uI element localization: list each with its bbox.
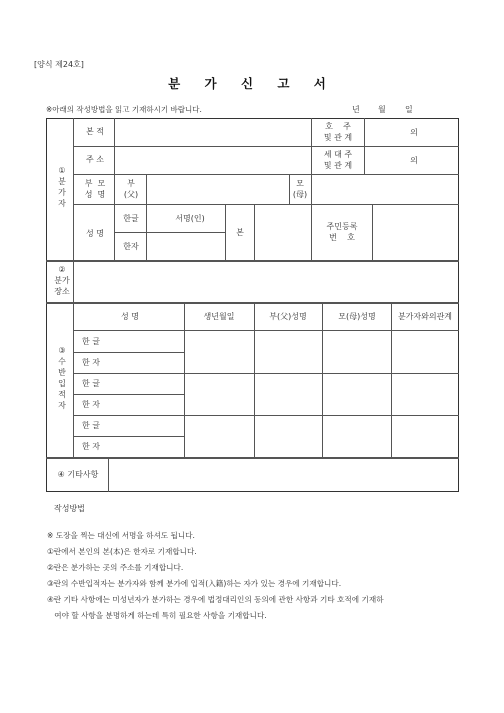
name-label: 성 명 <box>86 229 104 238</box>
mother-label: 모 (母) <box>292 179 308 199</box>
instruction-item: ①란에서 본인의 본(本)은 한자로 기재합니다. <box>47 547 197 556</box>
instructions-heading: 작성방법 <box>54 504 85 513</box>
table-row: 한 글 <box>82 379 100 388</box>
table-row: 한 글 <box>82 421 100 430</box>
sedaeju-relation-label: 세 대 주 및 관 계 <box>323 150 353 170</box>
col-header-birthdate: 생년월일 <box>203 312 235 321</box>
col-header-father: 부(父)성명 <box>269 312 307 321</box>
ui-label-2: 의 <box>410 156 418 165</box>
col-header-name: 성 명 <box>121 312 139 321</box>
date-day-label: 일 <box>405 105 413 114</box>
instruction-item: ※ 도장을 찍는 대신에 서명을 하셔도 됩니다. <box>47 531 195 540</box>
rrn-label: 주민등록 번 호 <box>326 222 358 242</box>
instruction-item: ②란은 분가하는 곳의 주소를 기재합니다. <box>47 563 184 572</box>
col-header-mother: 모(母)성명 <box>338 312 376 321</box>
instruction-note: ※아래의 작성방법을 읽고 기재하시기 바랍니다. <box>46 105 202 114</box>
table-row: 한 자 <box>82 358 100 367</box>
date-month-label: 월 <box>378 105 386 114</box>
signature-label: 서명(인) <box>175 214 205 223</box>
section3-label: ③ 수 반 입 적 자 <box>58 346 66 410</box>
hangul-label: 한글 <box>123 214 139 223</box>
section4-label: ④ 기타사항 <box>57 470 99 479</box>
instruction-item: 여야 할 사항을 분명하게 하는데 특히 필요한 사항을 기재합니다. <box>47 611 267 620</box>
bongjeok-label: 본 적 <box>86 127 104 136</box>
bon-label: 본 <box>236 228 244 237</box>
juso-label: 주 소 <box>86 155 104 164</box>
parents-name-label: 부 모 성 명 <box>84 179 106 199</box>
hoju-relation-label: 호 주 및 관 계 <box>323 122 353 142</box>
table-row: 한 자 <box>82 400 100 409</box>
form-number: [양식 제24호] <box>34 60 84 69</box>
page-title: 분 가 신 고 서 <box>168 76 336 91</box>
col-header-relation: 분가자와의관계 <box>397 312 453 321</box>
instruction-item: ③란의 수반입적자는 분가자와 함께 분가에 입적(入籍)하는 자가 있는 경우에 기재합니다. <box>47 579 342 588</box>
date-year-label: 년 <box>352 105 360 114</box>
section1-label: ① 분 가 자 <box>58 166 66 208</box>
ui-label-1: 의 <box>410 128 418 137</box>
section2-label: ② 분가 장소 <box>54 265 70 296</box>
instruction-item: ④란 기타 사항에는 미성년자가 분가하는 경우에 법정대리인의 동의에 관한 사항과 기타 호적에 기재하 <box>47 595 384 604</box>
table-row: 한 글 <box>82 337 100 346</box>
hanja-label: 한자 <box>123 242 139 251</box>
father-label: 부 (父) <box>123 179 139 199</box>
table-row: 한 자 <box>82 442 100 451</box>
